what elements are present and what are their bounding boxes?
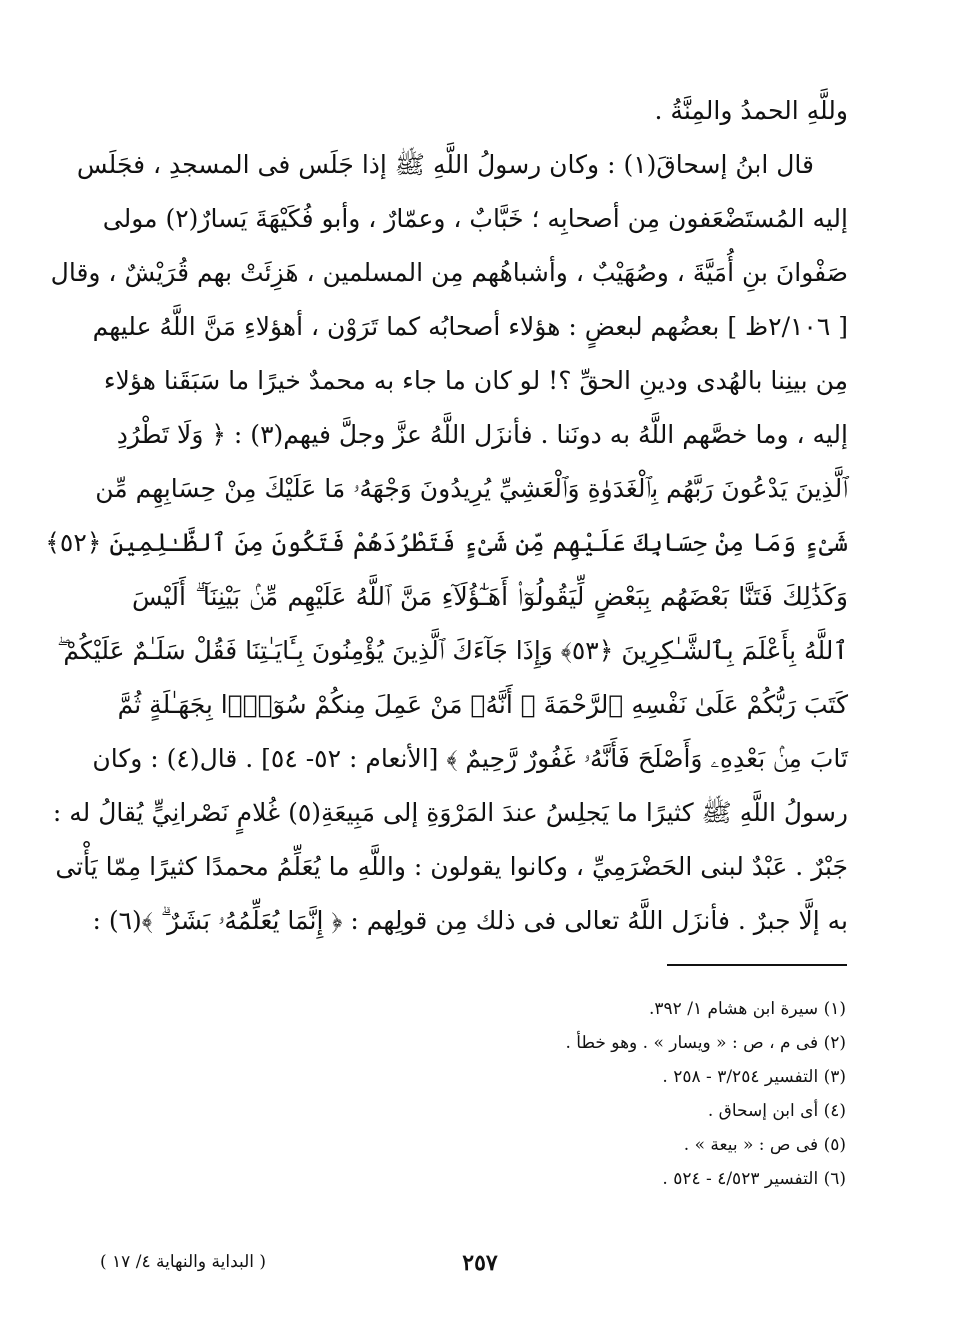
page-number: ٢٥٧ xyxy=(462,1250,498,1276)
main-text-block xyxy=(45,84,848,948)
text-line: جَبْرٌ . عَبْدٌ لبنى الحَضْرَمِيِّ ، وكانوا يقولون : واللَّهِ ما يُعَلِّمُ محمدًا كثيرًا مِمّا يَأْتى xyxy=(55,852,848,881)
text-line: رسولُ اللَّهِ ﷺ كثيرًا ما يَجلِسُ عندَ المَرْوَةِ إلى مَبِيعَةِ(٥) غُلامٍ نَصْرانِيٍّ يُقالُ له : xyxy=(52,798,848,827)
text-line: وللَّهِ الحمدُ والمِنَّةُ . xyxy=(654,96,848,125)
footnote: (٣) التفسير ٣/٢٥٤ - ٢٥٨ . xyxy=(662,1067,846,1087)
footnote: (٥) فى ص : « بيعة » . xyxy=(683,1135,846,1155)
running-reference: ( البداية والنهاية ٤/ ١٧ ) xyxy=(100,1252,267,1272)
footnote: (٦) التفسير ٤/٥٢٣ - ٥٢٤ . xyxy=(662,1169,846,1189)
text-line: به إلَّا جبرٌ . فأنزَل اللَّهُ تعالى فى ذلك مِن قولِهم : ﴿ إِنَّمَا يُعَلِّمُهُۥ بَشَرٌ ۗ ﴾(٦) : xyxy=(92,906,848,935)
text-line: [ ٢/١٠٦ظ ] بعضُهم لبعضٍ : هؤلاء أصحابُه كما تَرَوْن ، أهؤلاءِ مَنَّ اللَّهُ عليهم xyxy=(92,312,848,341)
footnote-divider xyxy=(667,964,847,966)
quran-text-line: ٱللَّهُ بِأَعْلَمَ بِٱلشَّـٰكِرِينَ ﴿٥٣﴾ وَإِذَا جَآءَكَ ٱلَّذِينَ يُؤْمِنُونَ بِـَٔايَـٰتِنَا فَقُلْ سَلَـٰمٌ عَلَيْكُمْ ۖ xyxy=(57,636,848,665)
quran-text-line: وَكَذَٰلِكَ فَتَنَّا بَعْضَهُم بِبَعْضٍ لِّيَقُولُوٓا۟ أَهَـٰٓؤُلَآءِ مَنَّ ٱللَّهُ عَلَيْهِم مِّنۢ بَيْنِنَآ ۗ أَلَيْسَ xyxy=(132,582,848,611)
quran-text-line: شَىْءٍ وَمَا مِنْ حِسَابِكَ عَلَيْهِم مِّن شَىْءٍ فَتَطْرُدَهُمْ فَتَكُونَ مِنَ ٱلظَّـٰلِمِينَ ﴿٥٢﴾ xyxy=(45,528,848,557)
text-line: صَفْوانَ بنِ أُمَيَّةَ ، وصُهَيْبٌ ، وأشباهُهم مِن المسلمين ، هَزِئَتْ بهم قُرَيْشٌ ، وقال xyxy=(50,258,848,287)
quran-text-line: كَتَبَ رَبُّكُمْ عَلَىٰ نَفْسِهِ ٱلرَّحْمَةَ ۖ أَنَّهُۥ مَنْ عَمِلَ مِنكُمْ سُوٓءًۢا بِجَهَـٰلَةٍ ثُمَّ xyxy=(117,690,848,719)
text-line: مِن بينِنا بالهُدى ودينِ الحقِّ ؟! لو كان ما جاء به محمدٌ خيرًا ما سَبَقَنا هؤلاء xyxy=(103,366,848,395)
footnotes-block xyxy=(400,992,846,1196)
text-line: إليه ، وما خصَّهم اللَّهُ به دونَنا . فأنزَل اللَّهُ عزَّ وجلَّ فيهم(٣) : ﴿ وَلَا تَطْرُدِ xyxy=(116,420,848,449)
footnote: (١) سيرة ابن هشام ١/ ٣٩٢. xyxy=(648,999,846,1019)
quran-text-line: ٱلَّذِينَ يَدْعُونَ رَبَّهُم بِٱلْغَدَوٰةِ وَٱلْعَشِيِّ يُرِيدُونَ وَجْهَهُۥ مَا عَلَيْكَ مِنْ حِسَابِهِم مِّن xyxy=(95,474,848,503)
text-line: إليه المُستَضْعَفون مِن أصحابِه ؛ خَبَّابٌ ، وعمّارٌ ، وأبو فُكَيْهَةَ يَسارٌ(٢) مولى xyxy=(102,204,848,233)
text-line: تَابَ مِنۢ بَعْدِهِۦ وَأَصْلَحَ فَأَنَّهُۥ غَفُورٌ رَّحِيمٌ ﴾ [الأنعام : ٥٢- ٥٤] . قال(٤) : وكان xyxy=(92,744,848,773)
text-line: قال ابنُ إسحاقَ(١) : وكان رسولُ اللَّهِ ﷺ إذا جَلَس فى المسجدِ ، فجَلَس xyxy=(76,150,814,179)
footnote: (٢) فى م ، ص : « ويسار » . وهو خطأ . xyxy=(565,1033,846,1053)
footnote: (٤) أى ابن إسحاق . xyxy=(707,1101,846,1121)
